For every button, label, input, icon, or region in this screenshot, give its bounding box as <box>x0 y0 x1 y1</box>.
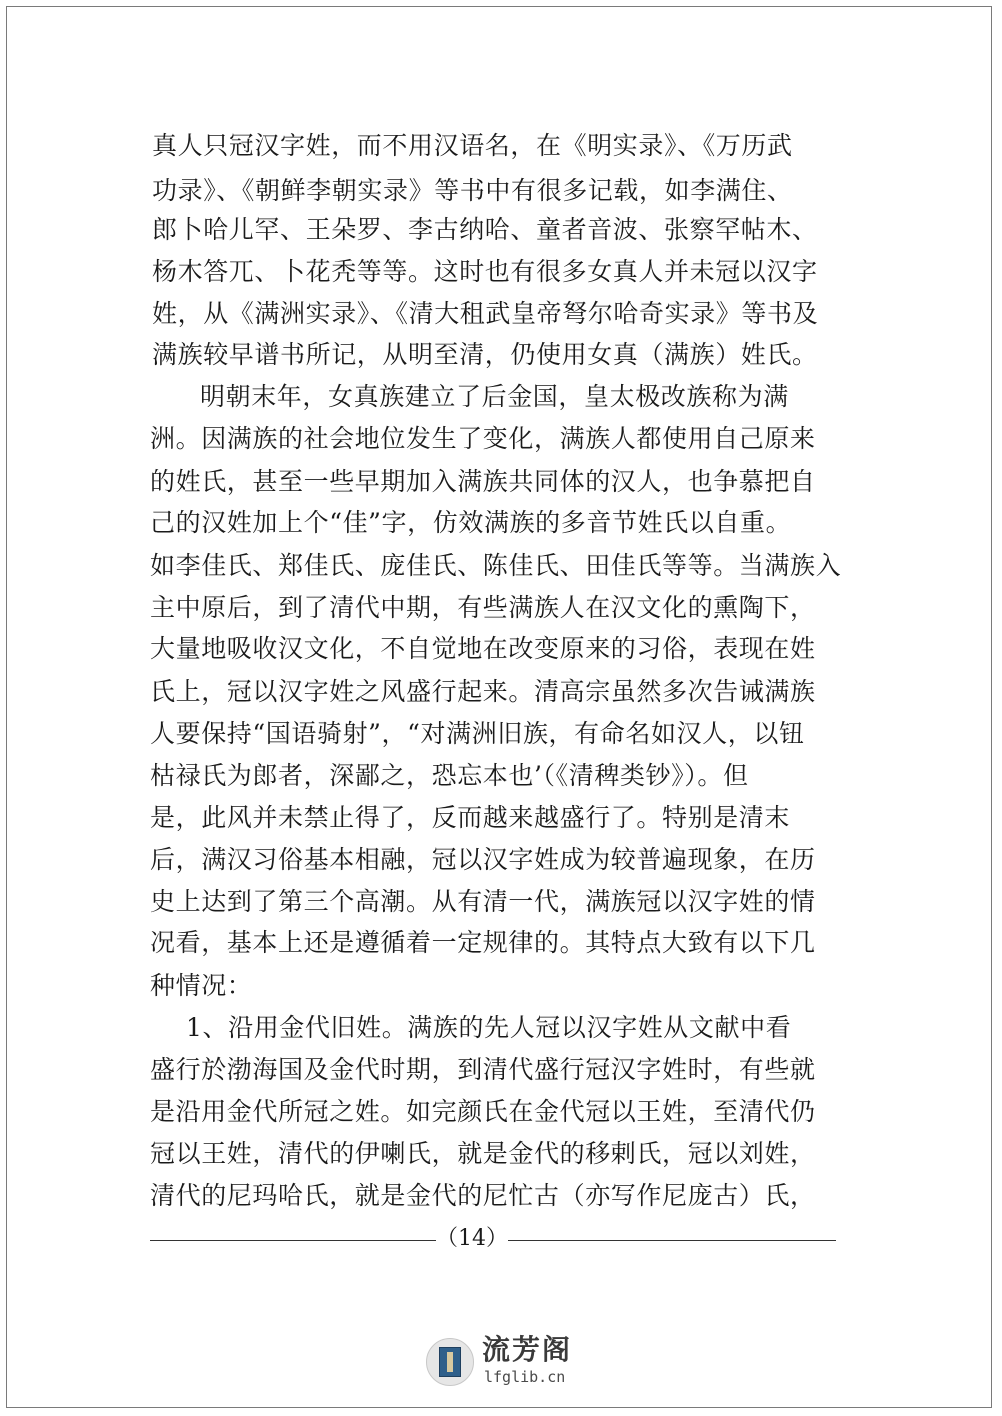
body-line: 氏上，冠以汉字姓之风盛行起来。清高宗虽然多次告诫满族 <box>150 677 816 706</box>
body-line: 郎卜哈儿罕、王朵罗、李古纳哈、童者音波、张察罕帖木、 <box>152 215 818 244</box>
footer-rule-left <box>150 1240 436 1241</box>
body-line: 真人只冠汉字姓，而不用汉语名，在《明实录》、《万历武 <box>152 131 793 160</box>
body-line: 后，满汉习俗基本相融，冠以汉字姓成为较普遍现象，在历 <box>150 845 816 874</box>
body-line: 是沿用金代所冠之姓。如完颜氏在金代冠以王姓，至清代仍 <box>150 1097 816 1126</box>
page-footer <box>150 1222 836 1258</box>
body-line: 盛行於渤海国及金代时期，到清代盛行冠汉字姓时，有些就 <box>150 1055 816 1084</box>
body-line: 洲。因满族的社会地位发生了变化，满族人都使用自己原来 <box>150 424 816 453</box>
body-line: 杨木答兀、卜花秃等等。这时也有很多女真人并未冠以汉字 <box>152 257 818 286</box>
body-line: 己的汉姓加上个“佳”字，仿效满族的多音节姓氏以自重。 <box>150 508 792 537</box>
body-line: 功录》、《朝鲜李朝实录》等书中有很多记载，如李满住、 <box>152 176 793 205</box>
page-number: （14） <box>436 1226 508 1251</box>
body-line: 姓，从《满洲实录》、《清大租武皇帝弩尔哈奇实录》等书及 <box>152 299 819 328</box>
book-icon <box>426 1338 474 1386</box>
body-line: 人要保持“国语骑射”，“对满洲旧族，有命名如汉人，以钮 <box>150 719 805 748</box>
watermark-site-url: lfglib.cn <box>484 1368 566 1386</box>
footer-rule-right <box>508 1240 836 1241</box>
paragraph-start-line: 明朝末年，女真族建立了后金国，皇太极改族称为满 <box>200 382 789 411</box>
body-line: 况看，基本上还是遵循着一定规律的。其特点大致有以下几 <box>150 928 816 957</box>
body-line: 种情况： <box>150 971 253 1000</box>
body-line: 史上达到了第三个高潮。从有清一代，满族冠以汉字姓的情 <box>150 887 816 916</box>
body-line: 枯禄氏为郎者，深鄙之，恐忘本也’（《清稗类钞》）。但 <box>150 761 749 790</box>
body-line: 是，此风并未禁止得了，反而越来越盛行了。特别是清末 <box>150 803 791 832</box>
body-line: 的姓氏，甚至一些早期加入满族共同体的汉人，也争慕把自 <box>150 467 816 496</box>
body-line: 主中原后，到了清代中期，有些满族人在汉文化的熏陶下， <box>150 593 816 622</box>
body-line: 冠以王姓，清代的伊喇氏，就是金代的移剌氏，冠以刘姓， <box>150 1139 816 1168</box>
list-item-start-line: 1、沿用金代旧姓。满族的先人冠以汉字姓从文献中看 <box>186 1013 792 1042</box>
body-line: 大量地吸收汉文化，不自觉地在改变原来的习俗，表现在姓 <box>150 634 816 663</box>
watermark-site-name: 流芳阁 <box>482 1333 573 1366</box>
body-line: 清代的尼玛哈氏，就是金代的尼忙古（亦写作尼庞古）氏， <box>150 1181 816 1210</box>
watermark-logo <box>426 1332 586 1392</box>
book-label <box>447 1352 453 1372</box>
book-cover <box>439 1347 461 1377</box>
body-line: 如李佳氏、郑佳氏、庞佳氏、陈佳氏、田佳氏等等。当满族入 <box>150 551 842 580</box>
body-line: 满族较早谱书所记，从明至清，仍使用女真（满族）姓氏。 <box>152 340 818 369</box>
